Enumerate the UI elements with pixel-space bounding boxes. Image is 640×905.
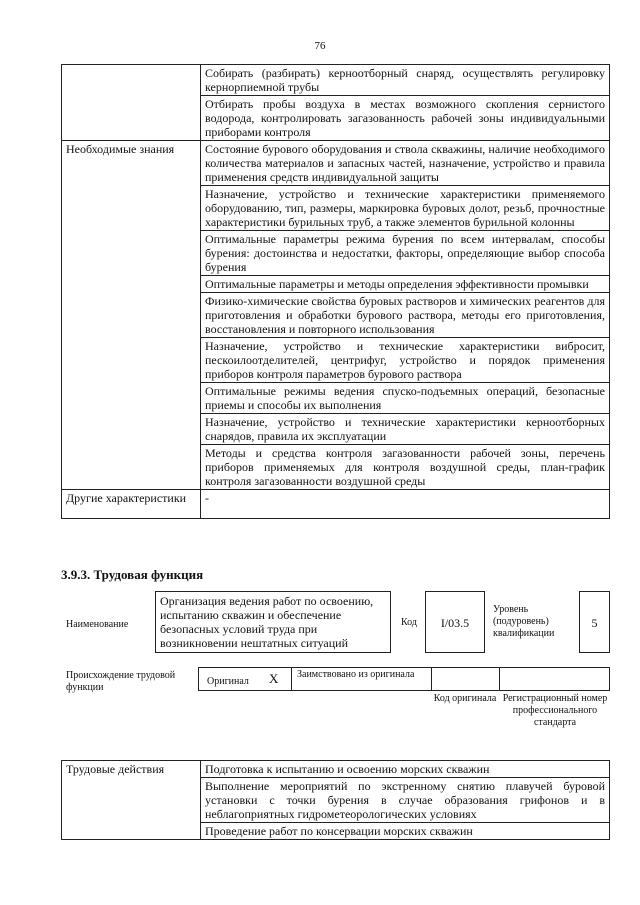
section-title: 3.9.3. Трудовая функция bbox=[61, 567, 204, 582]
code-label: Код bbox=[401, 617, 417, 628]
table-row bbox=[62, 490, 610, 519]
table-row bbox=[62, 761, 610, 778]
skills-knowledge-table bbox=[61, 64, 610, 519]
row-label bbox=[62, 65, 201, 141]
table-cell: Назначение, устройство и технические характеристики вибросит, пескоилоотделителей, центрифуг, устройство и порядок применения приборов контроля параметров бурового раствора bbox=[201, 338, 610, 383]
divider bbox=[499, 668, 500, 690]
table-cell: Физико-химические свойства буровых растворов и химических реагентов для приготовления и обработки бурового раствора, методы его приготовления, восстановления и повторного использования bbox=[201, 293, 610, 338]
row-label-labor-actions: Трудовые действия bbox=[62, 761, 201, 840]
name-label: Наименование bbox=[66, 619, 129, 630]
table-cell: Проведение работ по консервации морских скважин bbox=[201, 823, 610, 840]
table-cell: - bbox=[201, 490, 610, 519]
code-box: I/03.5 bbox=[425, 591, 485, 653]
origin-box bbox=[198, 667, 610, 691]
table-cell: Оптимальные параметры и методы определения эффективности промывки bbox=[201, 276, 610, 293]
divider bbox=[431, 668, 432, 690]
table-cell: Оптимальные режимы ведения спуско-подъемных операций, безопасные приемы и способы их выполнения bbox=[201, 383, 610, 414]
table-cell: Отбирать пробы воздуха в местах возможного скопления сернистого водорода, контролировать загазованность рабочей зоны индивидуальными приборами контроля bbox=[201, 96, 610, 141]
table-row bbox=[62, 65, 610, 96]
borrowed-label: Заимствовано из оригинала bbox=[297, 669, 415, 680]
table-cell: Оптимальные параметры режима бурения по всем интервалам, способы бурения: достоинства и недостатки, факторы, определяющие выбор способа бурения bbox=[201, 231, 610, 276]
row-label-required-knowledge: Необходимые знания bbox=[62, 141, 201, 490]
function-name-box: Организация ведения работ по освоению, испытанию скважин и обеспечение безопасных условий труда при возникновении нештатных ситуаций bbox=[155, 591, 391, 653]
table-cell: Подготовка к испытанию и освоению морских скважин bbox=[201, 761, 610, 778]
table-cell: Назначение, устройство и технические характеристики керноотборных снарядов, правила их эксплуатации bbox=[201, 414, 610, 445]
divider bbox=[291, 668, 292, 690]
original-mark: X bbox=[269, 671, 279, 686]
level-label: Уровень (подуровень) квалификации bbox=[493, 604, 555, 639]
original-label: Оригинал bbox=[207, 676, 249, 687]
table-cell: Собирать (разбирать) керноотборный снаряд, осуществлять регулировку кернорпиемной трубы bbox=[201, 65, 610, 96]
table-row bbox=[62, 141, 610, 186]
table-cell: Методы и средства контроля загазованности рабочей зоны, перечень приборов применяемых для контроля воздушной среды, план-график контроля загазованности воздушной среды bbox=[201, 445, 610, 490]
origin-code-caption: Код оригинала bbox=[433, 693, 497, 704]
reg-number-caption: Регистрационный номер профессионального стандарта bbox=[502, 693, 608, 728]
table-cell: Назначение, устройство и технические характеристики применяемого оборудованию, тип, размеры, маркировка буровых долот, резьб, прочностные характеристики бурильных труб, а также элементов бурильной колонны bbox=[201, 186, 610, 231]
origin-label: Происхождение трудовой функции bbox=[66, 670, 176, 693]
table-cell: Выполнение мероприятий по экстренному снятию плавучей буровой установки с точки бурения в случае образования грифонов и в неблагоприятных гидрометеорологических условиях bbox=[201, 778, 610, 823]
labor-actions-table bbox=[61, 760, 610, 840]
table-cell: Состояние бурового оборудования и ствола скважины, наличие необходимого количества материалов и запасных частей, назначение, устройство и правила применения средств индивидуальной защиты bbox=[201, 141, 610, 186]
page-number: 76 bbox=[314, 40, 326, 52]
level-box: 5 bbox=[579, 591, 610, 653]
row-label-other: Другие характеристики bbox=[62, 490, 201, 519]
